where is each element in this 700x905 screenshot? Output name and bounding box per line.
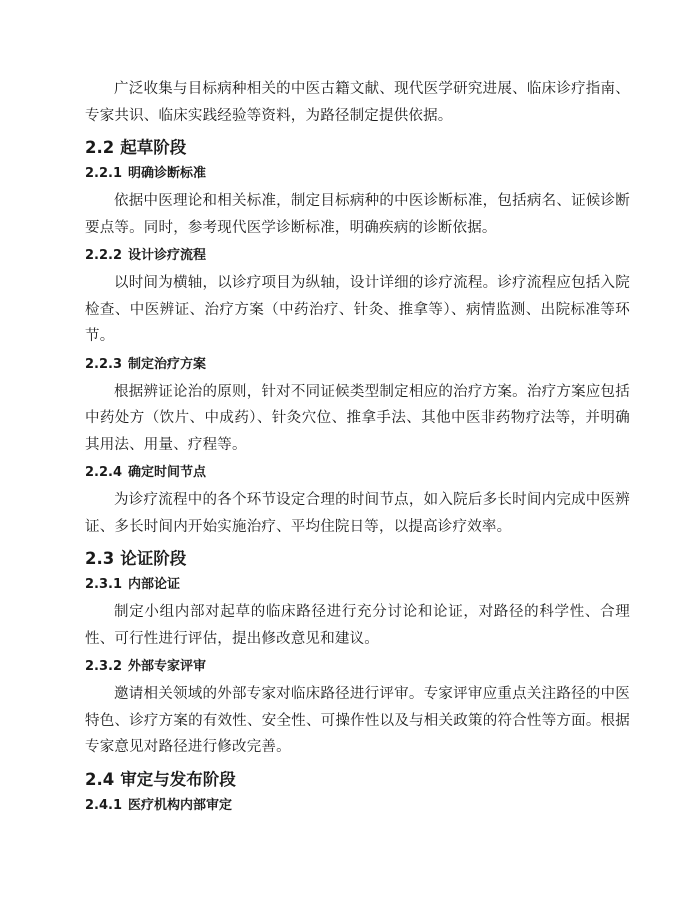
section-2-3-1-paragraph: 制定小组内部对起草的临床路径进行充分讨论和论证，对路径的科学性、合理性、可行性进行评估，提出修改意见和建议。: [85, 604, 630, 647]
section-2-2-heading: [85, 137, 630, 159]
section-2-3-2-heading: [85, 658, 630, 676]
section-2-3-heading: [85, 548, 630, 570]
section-2-2-4-heading: [85, 464, 630, 482]
section-2-2-1-heading: [85, 165, 630, 183]
section-2-2-1-paragraph: 依据中医理论和相关标准，制定目标病种的中医诊断标准，包括病名、证候诊断要点等。同时，参考现代医学诊断标准，明确疾病的诊断依据。: [85, 193, 630, 236]
section-number: 2.3.1: [85, 577, 123, 592]
section-title: 医疗机构内部审定: [128, 797, 233, 813]
section-title: 起草阶段: [120, 138, 187, 157]
section-number: 2.2.4: [85, 465, 123, 480]
section-title: 确定时间节点: [128, 465, 207, 480]
section-title: 内部论证: [128, 577, 181, 592]
section-number: 2.3.2: [85, 659, 123, 674]
section-number: 2.2.1: [85, 166, 123, 181]
section-2-4-1-heading: [85, 797, 630, 815]
section-title: 设计诊疗流程: [128, 248, 207, 263]
section-number: 2.2.3: [85, 356, 123, 372]
section-2-2-2-paragraph: 以时间为横轴，以诊疗项目为纵轴，设计详细的诊疗流程。诊疗流程应包括入院检查、中医辨证、治疗方案（中药治疗、针灸、推拿等）、病情监测、出院标准等环节。: [85, 275, 630, 344]
section-2-4-heading: [85, 769, 630, 791]
section-title: 论证阶段: [120, 549, 187, 568]
section-title: 明确诊断标准: [128, 166, 207, 181]
section-number: 2.2: [85, 138, 115, 157]
section-2-2-3-heading: [85, 356, 630, 374]
intro-paragraph: 广泛收集与目标病种相关的中医古籍文献、现代医学研究进展、临床诊疗指南、专家共识、临床实践经验等资料，为路径制定提供依据。: [85, 81, 630, 124]
document-page: [85, 76, 630, 820]
section-number: 2.4: [85, 769, 115, 789]
section-2-2-3-paragraph: 根据辨证论治的原则，针对不同证候类型制定相应的治疗方案。治疗方案应包括中药处方（饮片、中成药）、针灸穴位、推拿手法、其他中医非药物疗法等，并明确其用法、用量、疗程等。: [85, 383, 630, 453]
section-title: 制定治疗方案: [128, 356, 207, 372]
section-2-3-1-heading: [85, 576, 630, 594]
section-2-3-2-paragraph: 邀请相关领域的外部专家对临床路径进行评审。专家评审应重点关注路径的中医特色、诊疗方案的有效性、安全性、可操作性以及与相关政策的符合性等方面。根据专家意见对路径进行修改完善。: [85, 686, 630, 755]
section-title: 外部专家评审: [128, 659, 207, 674]
section-number: 2.4.1: [85, 797, 123, 813]
section-2-2-4-paragraph: 为诊疗流程中的各个环节设定合理的时间节点，如入院后多长时间内完成中医辨证、多长时间内开始实施治疗、平均住院日等，以提高诊疗效率。: [85, 492, 630, 535]
section-title: 审定与发布阶段: [120, 769, 236, 789]
section-2-2-2-heading: [85, 247, 630, 265]
section-number: 2.2.2: [85, 248, 123, 263]
section-number: 2.3: [85, 549, 115, 568]
